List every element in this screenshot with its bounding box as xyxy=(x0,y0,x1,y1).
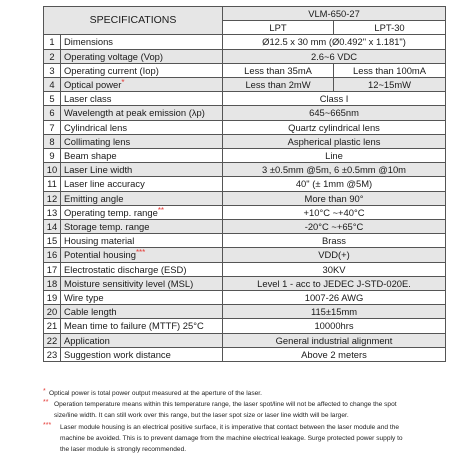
table-title: SPECIFICATIONS xyxy=(44,7,223,35)
row-number: 17 xyxy=(44,262,61,276)
row-value: Ø12.5 x 30 mm (Ø0.492" x 1.181") xyxy=(223,35,446,49)
footnote-text: size/line width. It can still work over this range, but the laser spot size or laser line width will be larger. xyxy=(54,412,349,420)
footnote-marker: * xyxy=(43,388,46,395)
row-number: 13 xyxy=(44,205,61,219)
table-row xyxy=(44,319,446,333)
table-row xyxy=(44,106,446,120)
row-number: 22 xyxy=(44,333,61,347)
row-label xyxy=(61,291,223,305)
row-label xyxy=(61,220,223,234)
row-value: VDD(+) xyxy=(223,248,446,262)
row-label xyxy=(61,234,223,248)
row-number: 10 xyxy=(44,163,61,177)
table-row xyxy=(44,234,446,248)
table-row xyxy=(44,78,446,92)
row-value: Class I xyxy=(223,92,446,106)
row-label xyxy=(61,149,223,163)
table-row xyxy=(44,205,446,219)
row-label-text: Collimating lens xyxy=(64,135,131,147)
footnote xyxy=(43,399,453,421)
row-label xyxy=(61,177,223,191)
row-number: 12 xyxy=(44,191,61,205)
row-label xyxy=(61,49,223,63)
row-label-text: Laser Line width xyxy=(64,164,133,176)
footnote xyxy=(43,388,453,399)
row-label-text: Suggestion work distance xyxy=(64,348,171,360)
row-number: 9 xyxy=(44,149,61,163)
row-label-text: Cylindrical lens xyxy=(64,121,128,133)
table-row xyxy=(44,347,446,361)
row-number: 15 xyxy=(44,234,61,248)
table-row xyxy=(44,220,446,234)
row-label xyxy=(61,35,223,49)
row-label-text: Dimensions xyxy=(64,36,113,48)
row-label xyxy=(61,120,223,134)
table-row xyxy=(44,92,446,106)
footnote-marker: ** xyxy=(43,399,49,407)
row-value: 12~15mW xyxy=(334,78,446,92)
row-number: 8 xyxy=(44,134,61,148)
row-label-text: Application xyxy=(64,334,110,346)
row-label xyxy=(61,347,223,361)
row-label xyxy=(61,92,223,106)
table-row xyxy=(44,333,446,347)
row-number: 4 xyxy=(44,78,61,92)
table-row xyxy=(44,276,446,290)
row-label xyxy=(61,305,223,319)
table-row xyxy=(44,49,446,63)
footnote-text: Laser module housing is an electrical positive surface, it is imperative that contact between the laser module and the xyxy=(60,423,400,431)
row-label-text: Wavelength at peak emission (λp) xyxy=(64,107,205,119)
row-label xyxy=(61,262,223,276)
row-value: -20°C ~+65°C xyxy=(223,220,446,234)
footnote-text: machine be avoided. This is to prevent damage from the machine electrical leakage. Surge protected power supply to xyxy=(60,434,403,442)
row-label-text: Housing material xyxy=(64,235,135,247)
row-number: 20 xyxy=(44,305,61,319)
row-label-text: Laser line accuracy xyxy=(64,178,145,190)
row-label-text: Emitting angle xyxy=(64,192,124,204)
row-value: 1007-26 AWG xyxy=(223,291,446,305)
row-label xyxy=(61,333,223,347)
row-number: 14 xyxy=(44,220,61,234)
row-label-text: Operating voltage (Vop) xyxy=(64,50,164,62)
row-label-text: Laser class xyxy=(64,93,112,105)
row-value: +10°C ~+40°C xyxy=(223,205,446,219)
row-label-text: Operating temp. range xyxy=(64,206,158,218)
row-number: 19 xyxy=(44,291,61,305)
row-label xyxy=(61,319,223,333)
footnote-marker: ** xyxy=(157,205,165,215)
row-value: 10000hrs xyxy=(223,319,446,333)
row-value: Line xyxy=(223,149,446,163)
row-label xyxy=(61,63,223,77)
table-row xyxy=(44,248,446,262)
row-label-text: Moisture sensitivity level (MSL) xyxy=(64,277,194,289)
row-value: 40" (± 1mm @5M) xyxy=(223,177,446,191)
footnote-text: Optical power is total power output measured at the aperture of the laser. xyxy=(49,390,262,397)
footnote-text: the laser module is strongly recommended. xyxy=(60,446,187,454)
footnotes xyxy=(43,388,453,455)
row-number: 21 xyxy=(44,319,61,333)
row-value: General industrial alignment xyxy=(223,333,446,347)
row-label xyxy=(61,191,223,205)
table-row xyxy=(44,120,446,134)
row-label-text: Mean time to failure (MTTF) 25°C xyxy=(64,320,204,332)
row-value: 645~665nm xyxy=(223,106,446,120)
row-value: Less than 35mA xyxy=(223,63,334,77)
table-row xyxy=(44,163,446,177)
row-label-text: Cable length xyxy=(64,306,117,318)
table-row xyxy=(44,291,446,305)
variant-lpt-30: LPT-30 xyxy=(334,21,446,35)
row-label xyxy=(61,134,223,148)
table-row xyxy=(44,63,446,77)
row-value: 2.6~6 VDC xyxy=(223,49,446,63)
row-number: 2 xyxy=(44,49,61,63)
model-name: VLM-650-27 xyxy=(223,7,446,21)
row-label-text: Electrostatic discharge (ESD) xyxy=(64,263,187,275)
row-value: Above 2 meters xyxy=(223,347,446,361)
row-label-text: Optical power xyxy=(64,79,122,91)
row-value: 30KV xyxy=(223,262,446,276)
row-label-text: Beam shape xyxy=(64,150,117,162)
table-row xyxy=(44,149,446,163)
row-label xyxy=(61,276,223,290)
row-number: 23 xyxy=(44,347,61,361)
table-row xyxy=(44,191,446,205)
row-label-text: Storage temp. range xyxy=(64,221,150,233)
table-row xyxy=(44,134,446,148)
footnote-marker: * xyxy=(121,78,125,88)
row-value: Level 1 - acc to JEDEC J-STD-020E. xyxy=(223,276,446,290)
footnote-marker: *** xyxy=(135,248,146,258)
table-row xyxy=(44,305,446,319)
row-label xyxy=(61,78,223,92)
row-label xyxy=(61,163,223,177)
row-label xyxy=(61,205,223,219)
row-value: Brass xyxy=(223,234,446,248)
table-row xyxy=(44,35,446,49)
row-label-text: Wire type xyxy=(64,292,104,304)
row-label xyxy=(61,106,223,120)
row-value: 115±15mm xyxy=(223,305,446,319)
row-value: Aspherical plastic lens xyxy=(223,134,446,148)
footnote-text: Operation temperature means within this temperature range, the laser spot/line will not be affected to change the spot xyxy=(54,401,397,409)
row-value: 3 ±0.5mm @5m, 6 ±0.5mm @10m xyxy=(223,163,446,177)
row-number: 1 xyxy=(44,35,61,49)
row-number: 7 xyxy=(44,120,61,134)
row-number: 11 xyxy=(44,177,61,191)
footnote xyxy=(43,422,453,456)
table-row xyxy=(44,262,446,276)
row-number: 5 xyxy=(44,92,61,106)
row-label-text: Potential housing xyxy=(64,249,136,261)
row-number: 6 xyxy=(44,106,61,120)
footnote-marker: *** xyxy=(43,421,52,429)
row-label xyxy=(61,248,223,262)
row-number: 3 xyxy=(44,63,61,77)
table-row xyxy=(44,177,446,191)
row-value: More than 90° xyxy=(223,191,446,205)
variant-lpt: LPT xyxy=(223,21,334,35)
row-number: 18 xyxy=(44,276,61,290)
specifications-table xyxy=(43,6,446,362)
row-value: Less than 100mA xyxy=(334,63,446,77)
row-number: 16 xyxy=(44,248,61,262)
row-value: Quartz cylindrical lens xyxy=(223,120,446,134)
row-label-text: Operating current (Iop) xyxy=(64,64,159,76)
row-value: Less than 2mW xyxy=(223,78,334,92)
